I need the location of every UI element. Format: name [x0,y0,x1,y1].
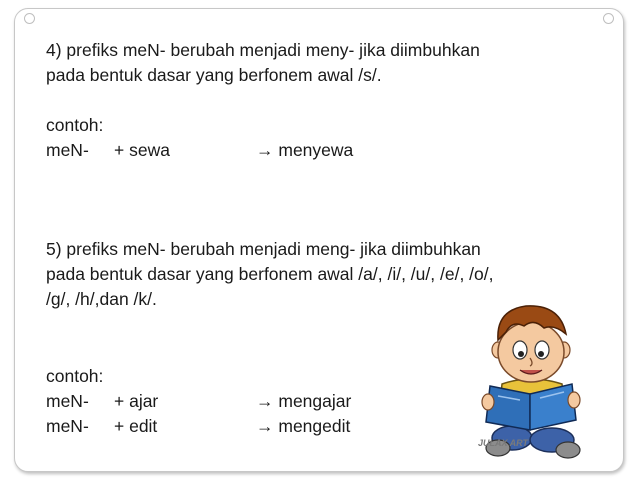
rule-5-line-1: 5) prefiks meN- berubah menjadi meng- jika diimbuhkan [46,239,481,259]
example-prefix: meN- [46,416,89,436]
example-result: → mengajar [256,391,352,411]
example-prefix: meN- [46,140,89,160]
example-base-word: + ajar [114,391,159,411]
example-base-word: + sewa [114,140,170,160]
example-base-word: + edit [114,416,158,436]
example-prefix: meN- [46,391,89,411]
rule-5-line-2: pada bentuk dasar yang berfonem awal /a/, /i/, /u/, /e/, /o/, [46,264,494,284]
example-result: → menyewa [256,140,354,160]
rule-5-line-3: /g/, /h/,dan /k/. [46,289,157,309]
example-result: → mengedit [256,416,351,436]
rule-4-line-1: 4) prefiks meN- berubah menjadi meny- jika diimbuhkan [46,40,480,60]
corner-dot [603,13,614,24]
rule-4-line-2: pada bentuk dasar yang berfonem awal /s/. [46,65,382,85]
corner-dot [24,13,35,24]
rule-4-contoh-label: contoh: [46,115,104,135]
illustration-watermark: JULAX ART [478,438,529,448]
rule-5-contoh-label: contoh: [46,366,104,386]
